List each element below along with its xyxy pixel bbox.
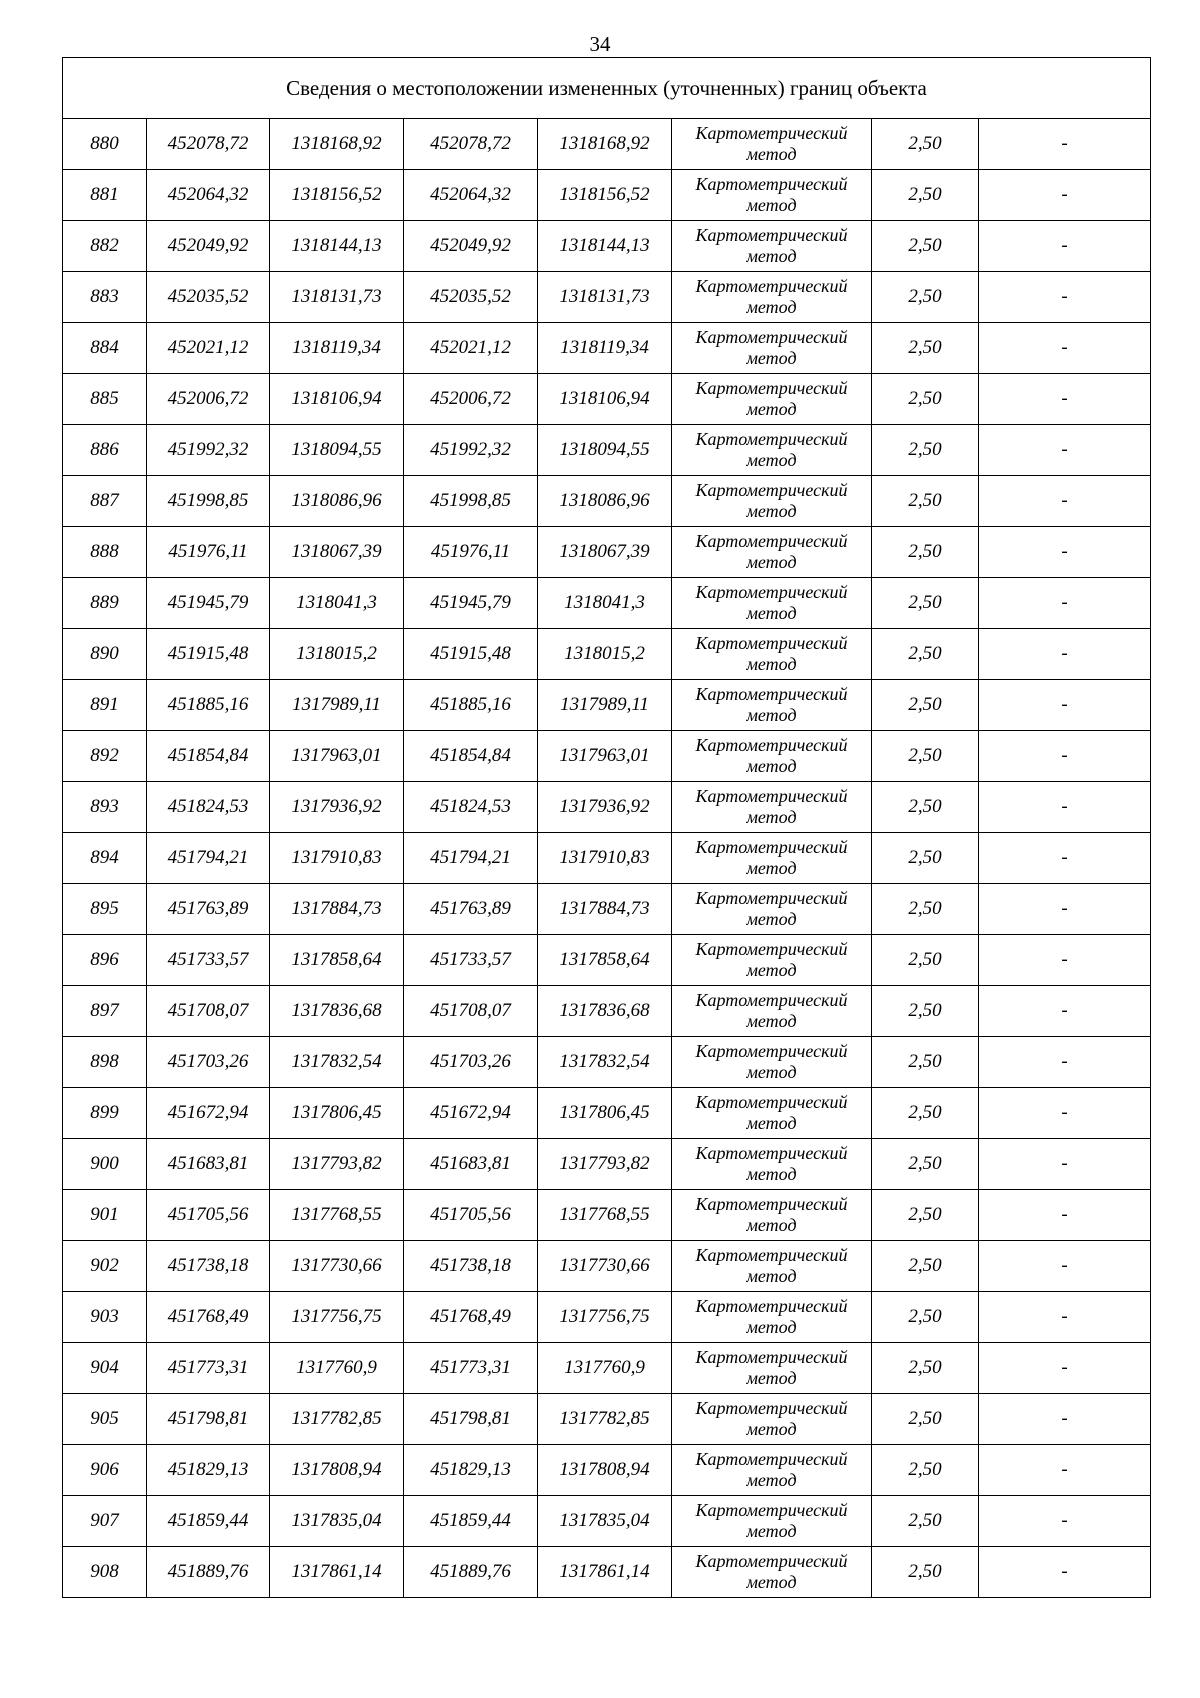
existing-x-cell: 451768,49 <box>147 1292 270 1343</box>
method-cell: Картометрический метод <box>672 272 872 323</box>
refined-x-cell: 452064,32 <box>404 170 538 221</box>
existing-y-cell: 1318067,39 <box>270 527 404 578</box>
table-row <box>63 629 1151 680</box>
method-cell: Картометрический метод <box>672 935 872 986</box>
existing-x-cell: 452064,32 <box>147 170 270 221</box>
table-row <box>63 833 1151 884</box>
note-cell: - <box>979 935 1151 986</box>
existing-x-cell: 451683,81 <box>147 1139 270 1190</box>
method-cell: Картометрический метод <box>672 782 872 833</box>
existing-x-cell: 452078,72 <box>147 119 270 170</box>
point-number-cell: 880 <box>63 119 147 170</box>
note-cell: - <box>979 119 1151 170</box>
existing-y-cell: 1317760,9 <box>270 1343 404 1394</box>
method-cell: Картометрический метод <box>672 578 872 629</box>
method-cell: Картометрический метод <box>672 731 872 782</box>
table-row <box>63 1394 1151 1445</box>
note-cell: - <box>979 1292 1151 1343</box>
refined-x-cell: 451705,56 <box>404 1190 538 1241</box>
existing-y-cell: 1318131,73 <box>270 272 404 323</box>
refined-x-cell: 451798,81 <box>404 1394 538 1445</box>
accuracy-cell: 2,50 <box>872 578 979 629</box>
table-row <box>63 425 1151 476</box>
accuracy-cell: 2,50 <box>872 1547 979 1598</box>
refined-y-cell: 1317756,75 <box>538 1292 672 1343</box>
table-row <box>63 323 1151 374</box>
refined-x-cell: 451915,48 <box>404 629 538 680</box>
accuracy-cell: 2,50 <box>872 272 979 323</box>
method-cell: Картометрический метод <box>672 425 872 476</box>
point-number-cell: 905 <box>63 1394 147 1445</box>
point-number-cell: 896 <box>63 935 147 986</box>
point-number-cell: 907 <box>63 1496 147 1547</box>
refined-y-cell: 1317936,92 <box>538 782 672 833</box>
table-row <box>63 527 1151 578</box>
existing-y-cell: 1318168,92 <box>270 119 404 170</box>
existing-x-cell: 451708,07 <box>147 986 270 1037</box>
point-number-cell: 906 <box>63 1445 147 1496</box>
refined-x-cell: 451859,44 <box>404 1496 538 1547</box>
existing-x-cell: 451672,94 <box>147 1088 270 1139</box>
table-row <box>63 1190 1151 1241</box>
table-row <box>63 1088 1151 1139</box>
refined-y-cell: 1317963,01 <box>538 731 672 782</box>
refined-y-cell: 1317760,9 <box>538 1343 672 1394</box>
note-cell: - <box>979 1547 1151 1598</box>
method-cell: Картометрический метод <box>672 1547 872 1598</box>
point-number-cell: 884 <box>63 323 147 374</box>
accuracy-cell: 2,50 <box>872 731 979 782</box>
accuracy-cell: 2,50 <box>872 476 979 527</box>
method-cell: Картометрический метод <box>672 1394 872 1445</box>
refined-y-cell: 1318015,2 <box>538 629 672 680</box>
note-cell: - <box>979 1445 1151 1496</box>
note-cell: - <box>979 1088 1151 1139</box>
note-cell: - <box>979 374 1151 425</box>
table-row <box>63 1496 1151 1547</box>
accuracy-cell: 2,50 <box>872 1292 979 1343</box>
existing-y-cell: 1317793,82 <box>270 1139 404 1190</box>
table-row <box>63 272 1151 323</box>
refined-x-cell: 451854,84 <box>404 731 538 782</box>
method-cell: Картометрический метод <box>672 1241 872 1292</box>
table-row <box>63 1445 1151 1496</box>
point-number-cell: 908 <box>63 1547 147 1598</box>
existing-x-cell: 451992,32 <box>147 425 270 476</box>
table-title: Сведения о местоположении измененных (уточненных) границ объекта <box>63 58 1151 119</box>
refined-y-cell: 1318119,34 <box>538 323 672 374</box>
accuracy-cell: 2,50 <box>872 323 979 374</box>
table-row <box>63 476 1151 527</box>
accuracy-cell: 2,50 <box>872 1139 979 1190</box>
method-cell: Картометрический метод <box>672 1343 872 1394</box>
existing-y-cell: 1317910,83 <box>270 833 404 884</box>
method-cell: Картометрический метод <box>672 221 872 272</box>
point-number-cell: 899 <box>63 1088 147 1139</box>
note-cell: - <box>979 629 1151 680</box>
point-number-cell: 883 <box>63 272 147 323</box>
existing-x-cell: 451885,16 <box>147 680 270 731</box>
point-number-cell: 893 <box>63 782 147 833</box>
table-row <box>63 1547 1151 1598</box>
refined-y-cell: 1318094,55 <box>538 425 672 476</box>
refined-y-cell: 1317793,82 <box>538 1139 672 1190</box>
point-number-cell: 882 <box>63 221 147 272</box>
table-row <box>63 935 1151 986</box>
existing-x-cell: 452006,72 <box>147 374 270 425</box>
method-cell: Картометрический метод <box>672 476 872 527</box>
existing-y-cell: 1317963,01 <box>270 731 404 782</box>
refined-x-cell: 451794,21 <box>404 833 538 884</box>
refined-y-cell: 1318067,39 <box>538 527 672 578</box>
table-row <box>63 1292 1151 1343</box>
refined-x-cell: 451763,89 <box>404 884 538 935</box>
refined-y-cell: 1317884,73 <box>538 884 672 935</box>
existing-x-cell: 451773,31 <box>147 1343 270 1394</box>
existing-x-cell: 452049,92 <box>147 221 270 272</box>
accuracy-cell: 2,50 <box>872 935 979 986</box>
existing-x-cell: 451859,44 <box>147 1496 270 1547</box>
note-cell: - <box>979 1496 1151 1547</box>
refined-x-cell: 452006,72 <box>404 374 538 425</box>
note-cell: - <box>979 527 1151 578</box>
refined-y-cell: 1318156,52 <box>538 170 672 221</box>
accuracy-cell: 2,50 <box>872 1445 979 1496</box>
note-cell: - <box>979 578 1151 629</box>
existing-x-cell: 451798,81 <box>147 1394 270 1445</box>
point-number-cell: 898 <box>63 1037 147 1088</box>
existing-y-cell: 1317832,54 <box>270 1037 404 1088</box>
note-cell: - <box>979 221 1151 272</box>
point-number-cell: 887 <box>63 476 147 527</box>
existing-x-cell: 451829,13 <box>147 1445 270 1496</box>
accuracy-cell: 2,50 <box>872 425 979 476</box>
refined-x-cell: 451976,11 <box>404 527 538 578</box>
method-cell: Картометрический метод <box>672 986 872 1037</box>
note-cell: - <box>979 1343 1151 1394</box>
point-number-cell: 897 <box>63 986 147 1037</box>
refined-y-cell: 1317861,14 <box>538 1547 672 1598</box>
accuracy-cell: 2,50 <box>872 833 979 884</box>
refined-x-cell: 452078,72 <box>404 119 538 170</box>
refined-y-cell: 1317858,64 <box>538 935 672 986</box>
point-number-cell: 890 <box>63 629 147 680</box>
existing-y-cell: 1317768,55 <box>270 1190 404 1241</box>
refined-y-cell: 1317806,45 <box>538 1088 672 1139</box>
refined-x-cell: 451733,57 <box>404 935 538 986</box>
accuracy-cell: 2,50 <box>872 1088 979 1139</box>
accuracy-cell: 2,50 <box>872 986 979 1037</box>
refined-y-cell: 1318168,92 <box>538 119 672 170</box>
existing-y-cell: 1317861,14 <box>270 1547 404 1598</box>
refined-x-cell: 451738,18 <box>404 1241 538 1292</box>
refined-x-cell: 451672,94 <box>404 1088 538 1139</box>
method-cell: Картометрический метод <box>672 374 872 425</box>
existing-y-cell: 1318119,34 <box>270 323 404 374</box>
note-cell: - <box>979 986 1151 1037</box>
refined-y-cell: 1318086,96 <box>538 476 672 527</box>
note-cell: - <box>979 1394 1151 1445</box>
refined-x-cell: 451829,13 <box>404 1445 538 1496</box>
existing-x-cell: 451705,56 <box>147 1190 270 1241</box>
refined-y-cell: 1317808,94 <box>538 1445 672 1496</box>
point-number-cell: 892 <box>63 731 147 782</box>
existing-y-cell: 1317884,73 <box>270 884 404 935</box>
note-cell: - <box>979 833 1151 884</box>
table-row <box>63 119 1151 170</box>
existing-y-cell: 1318156,52 <box>270 170 404 221</box>
note-cell: - <box>979 272 1151 323</box>
table-row <box>63 1139 1151 1190</box>
existing-x-cell: 452035,52 <box>147 272 270 323</box>
refined-x-cell: 451945,79 <box>404 578 538 629</box>
note-cell: - <box>979 1241 1151 1292</box>
method-cell: Картометрический метод <box>672 1088 872 1139</box>
method-cell: Картометрический метод <box>672 323 872 374</box>
existing-x-cell: 451998,85 <box>147 476 270 527</box>
existing-x-cell: 451915,48 <box>147 629 270 680</box>
point-number-cell: 903 <box>63 1292 147 1343</box>
refined-x-cell: 451889,76 <box>404 1547 538 1598</box>
existing-y-cell: 1317936,92 <box>270 782 404 833</box>
table-row <box>63 170 1151 221</box>
existing-y-cell: 1318106,94 <box>270 374 404 425</box>
accuracy-cell: 2,50 <box>872 629 979 680</box>
point-number-cell: 888 <box>63 527 147 578</box>
method-cell: Картометрический метод <box>672 1292 872 1343</box>
refined-y-cell: 1317768,55 <box>538 1190 672 1241</box>
table-row <box>63 884 1151 935</box>
existing-x-cell: 452021,12 <box>147 323 270 374</box>
point-number-cell: 886 <box>63 425 147 476</box>
accuracy-cell: 2,50 <box>872 1037 979 1088</box>
existing-x-cell: 451733,57 <box>147 935 270 986</box>
point-number-cell: 885 <box>63 374 147 425</box>
refined-x-cell: 451703,26 <box>404 1037 538 1088</box>
refined-x-cell: 452021,12 <box>404 323 538 374</box>
existing-x-cell: 451794,21 <box>147 833 270 884</box>
existing-x-cell: 451703,26 <box>147 1037 270 1088</box>
existing-y-cell: 1318144,13 <box>270 221 404 272</box>
point-number-cell: 901 <box>63 1190 147 1241</box>
refined-x-cell: 452035,52 <box>404 272 538 323</box>
refined-x-cell: 451768,49 <box>404 1292 538 1343</box>
note-cell: - <box>979 1037 1151 1088</box>
note-cell: - <box>979 170 1151 221</box>
accuracy-cell: 2,50 <box>872 782 979 833</box>
existing-x-cell: 451763,89 <box>147 884 270 935</box>
refined-x-cell: 451998,85 <box>404 476 538 527</box>
point-number-cell: 902 <box>63 1241 147 1292</box>
accuracy-cell: 2,50 <box>872 1241 979 1292</box>
existing-x-cell: 451976,11 <box>147 527 270 578</box>
refined-y-cell: 1318131,73 <box>538 272 672 323</box>
refined-y-cell: 1317910,83 <box>538 833 672 884</box>
existing-y-cell: 1317836,68 <box>270 986 404 1037</box>
existing-y-cell: 1318041,3 <box>270 578 404 629</box>
existing-x-cell: 451945,79 <box>147 578 270 629</box>
existing-x-cell: 451824,53 <box>147 782 270 833</box>
accuracy-cell: 2,50 <box>872 1190 979 1241</box>
note-cell: - <box>979 323 1151 374</box>
method-cell: Картометрический метод <box>672 1139 872 1190</box>
refined-y-cell: 1318144,13 <box>538 221 672 272</box>
refined-y-cell: 1317835,04 <box>538 1496 672 1547</box>
refined-x-cell: 452049,92 <box>404 221 538 272</box>
table-row <box>63 578 1151 629</box>
refined-x-cell: 451992,32 <box>404 425 538 476</box>
refined-x-cell: 451683,81 <box>404 1139 538 1190</box>
table-row <box>63 1037 1151 1088</box>
refined-y-cell: 1318106,94 <box>538 374 672 425</box>
existing-y-cell: 1317730,66 <box>270 1241 404 1292</box>
point-number-cell: 904 <box>63 1343 147 1394</box>
table-row <box>63 374 1151 425</box>
point-number-cell: 881 <box>63 170 147 221</box>
existing-y-cell: 1317989,11 <box>270 680 404 731</box>
point-number-cell: 894 <box>63 833 147 884</box>
refined-y-cell: 1317989,11 <box>538 680 672 731</box>
note-cell: - <box>979 425 1151 476</box>
boundary-coordinates-table <box>62 57 1151 1598</box>
existing-x-cell: 451738,18 <box>147 1241 270 1292</box>
refined-y-cell: 1317730,66 <box>538 1241 672 1292</box>
accuracy-cell: 2,50 <box>872 1496 979 1547</box>
point-number-cell: 889 <box>63 578 147 629</box>
method-cell: Картометрический метод <box>672 884 872 935</box>
table-row <box>63 1241 1151 1292</box>
note-cell: - <box>979 884 1151 935</box>
accuracy-cell: 2,50 <box>872 884 979 935</box>
existing-y-cell: 1318094,55 <box>270 425 404 476</box>
method-cell: Картометрический метод <box>672 119 872 170</box>
note-cell: - <box>979 476 1151 527</box>
table-row <box>63 782 1151 833</box>
method-cell: Картометрический метод <box>672 1445 872 1496</box>
accuracy-cell: 2,50 <box>872 680 979 731</box>
accuracy-cell: 2,50 <box>872 119 979 170</box>
accuracy-cell: 2,50 <box>872 527 979 578</box>
existing-y-cell: 1317756,75 <box>270 1292 404 1343</box>
table-header-row <box>63 58 1151 119</box>
point-number-cell: 891 <box>63 680 147 731</box>
accuracy-cell: 2,50 <box>872 1343 979 1394</box>
accuracy-cell: 2,50 <box>872 170 979 221</box>
note-cell: - <box>979 1190 1151 1241</box>
point-number-cell: 900 <box>63 1139 147 1190</box>
note-cell: - <box>979 680 1151 731</box>
refined-x-cell: 451885,16 <box>404 680 538 731</box>
point-number-cell: 895 <box>63 884 147 935</box>
table-row <box>63 221 1151 272</box>
existing-y-cell: 1317806,45 <box>270 1088 404 1139</box>
method-cell: Картометрический метод <box>672 680 872 731</box>
method-cell: Картометрический метод <box>672 629 872 680</box>
refined-y-cell: 1317836,68 <box>538 986 672 1037</box>
accuracy-cell: 2,50 <box>872 221 979 272</box>
table-row <box>63 986 1151 1037</box>
existing-y-cell: 1317808,94 <box>270 1445 404 1496</box>
accuracy-cell: 2,50 <box>872 1394 979 1445</box>
table-row <box>63 1343 1151 1394</box>
method-cell: Картометрический метод <box>672 1037 872 1088</box>
existing-y-cell: 1317858,64 <box>270 935 404 986</box>
note-cell: - <box>979 1139 1151 1190</box>
refined-y-cell: 1317782,85 <box>538 1394 672 1445</box>
existing-y-cell: 1317835,04 <box>270 1496 404 1547</box>
refined-x-cell: 451773,31 <box>404 1343 538 1394</box>
method-cell: Картометрический метод <box>672 1190 872 1241</box>
existing-x-cell: 451854,84 <box>147 731 270 782</box>
note-cell: - <box>979 782 1151 833</box>
existing-y-cell: 1318086,96 <box>270 476 404 527</box>
method-cell: Картометрический метод <box>672 527 872 578</box>
refined-y-cell: 1318041,3 <box>538 578 672 629</box>
refined-y-cell: 1317832,54 <box>538 1037 672 1088</box>
table-row <box>63 731 1151 782</box>
method-cell: Картометрический метод <box>672 1496 872 1547</box>
accuracy-cell: 2,50 <box>872 374 979 425</box>
existing-y-cell: 1317782,85 <box>270 1394 404 1445</box>
page-number: 34 <box>589 32 611 56</box>
table-row <box>63 680 1151 731</box>
method-cell: Картометрический метод <box>672 833 872 884</box>
existing-y-cell: 1318015,2 <box>270 629 404 680</box>
method-cell: Картометрический метод <box>672 170 872 221</box>
refined-x-cell: 451824,53 <box>404 782 538 833</box>
refined-x-cell: 451708,07 <box>404 986 538 1037</box>
note-cell: - <box>979 731 1151 782</box>
existing-x-cell: 451889,76 <box>147 1547 270 1598</box>
